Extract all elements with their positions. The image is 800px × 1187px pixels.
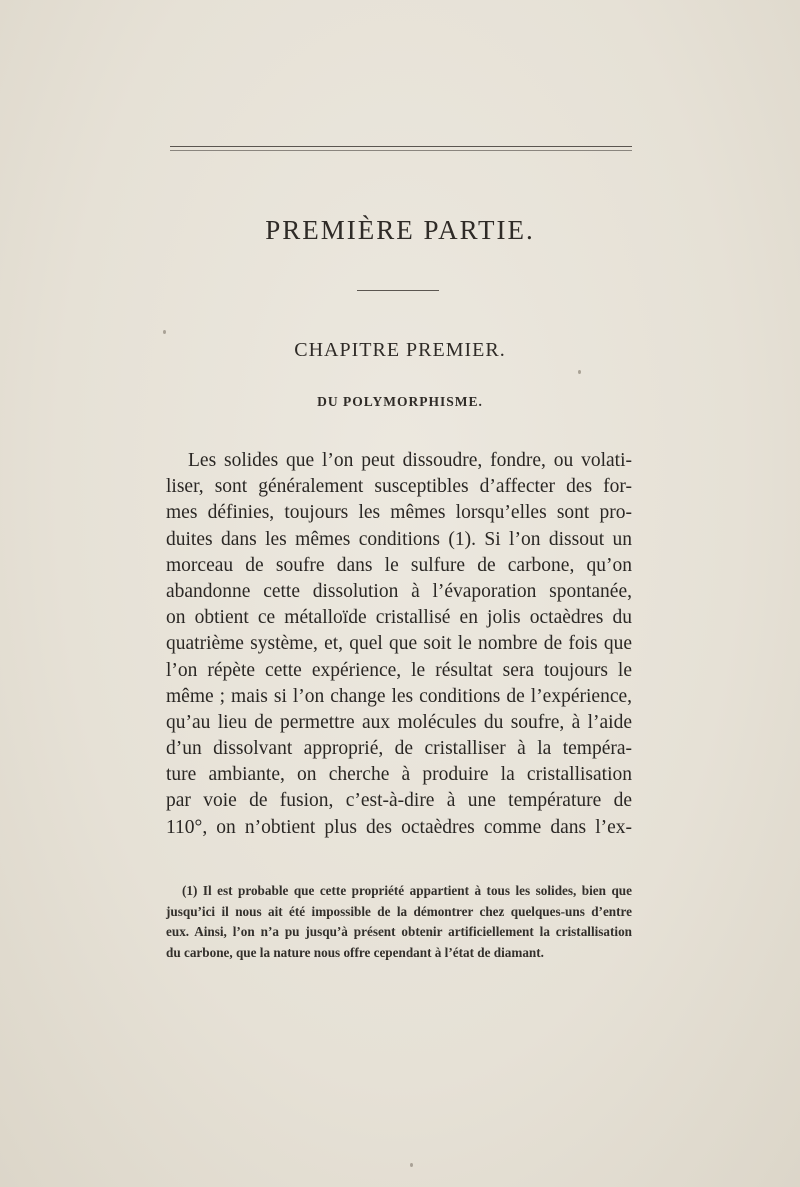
- paper-speck: [578, 370, 581, 374]
- body-line: 110°, on n’obtient plus des octaèdres comme dans l’ex-: [166, 816, 632, 838]
- footnote: [166, 881, 632, 963]
- paper-speck: [410, 1163, 413, 1167]
- body-line: ture ambiante, on cherche à produire la cristallisation: [166, 764, 632, 786]
- title-separator-rule: [357, 290, 439, 291]
- paper-speck: [163, 330, 166, 334]
- body-line: liser, sont généralement susceptibles d’affecter des for-: [166, 476, 632, 498]
- body-line: morceau de soufre dans le sulfure de carbone, qu’on: [166, 554, 632, 576]
- body-paragraph: [166, 448, 632, 841]
- body-line: l’on répète cette expérience, le résultat sera toujours le: [166, 659, 632, 681]
- footnote-line: jusqu’ici il nous ait été impossible de la démontrer chez quelques-uns d’entre: [166, 903, 632, 919]
- body-line: on obtient ce métalloïde cristallisé en jolis octaèdres du: [166, 607, 632, 629]
- body-line: quatrième système, et, quel que soit le nombre de fois que: [166, 633, 632, 655]
- chapter-title: CHAPITRE PREMIER.: [294, 339, 506, 361]
- header-double-rule: [170, 146, 632, 151]
- footnote-line: eux. Ainsi, l’on n’a pu jusqu’à présent obtenir artificiellement la cristallisation: [166, 924, 632, 939]
- body-line: Les solides que l’on peut dissoudre, fondre, ou volati-: [188, 450, 632, 471]
- body-line: duites dans les mêmes conditions (1). Si l’on dissout un: [166, 528, 632, 550]
- footnote-line: du carbone, que la nature nous offre cependant à l’état de diamant.: [166, 944, 544, 960]
- footnote-line: (1) Il est probable que cette propriété appartient à tous les solides, bien que: [182, 883, 632, 898]
- body-line: par voie de fusion, c’est-à-dire à une température de: [166, 790, 632, 812]
- body-line: mes définies, toujours les mêmes lorsqu’elles sont pro-: [166, 502, 632, 524]
- part-title: PREMIÈRE PARTIE.: [265, 215, 535, 245]
- body-line: abandonne cette dissolution à l’évaporation spontanée,: [166, 580, 632, 602]
- body-line: qu’au lieu de permettre aux molécules du soufre, à l’aide: [166, 711, 632, 733]
- section-title: DU POLYMORPHISME.: [317, 394, 483, 409]
- body-line: même ; mais si l’on change les conditions de l’expérience,: [166, 685, 632, 707]
- body-line: d’un dissolvant approprié, de cristalliser à la tempéra-: [166, 738, 632, 760]
